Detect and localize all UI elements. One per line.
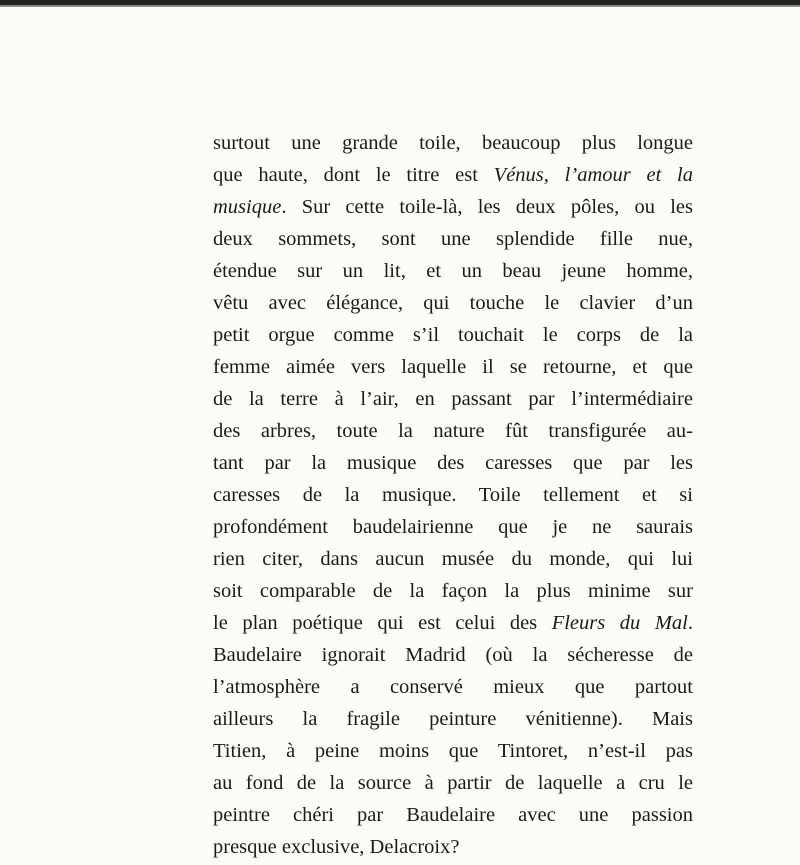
text-segment: petit orgue comme s’il touchait le corps de la [213,324,693,346]
text-line [213,607,693,639]
text-line [213,319,693,351]
italic-text-segment: Vénus, l’amour et la [493,164,693,186]
italic-text-segment: musique [213,196,282,218]
text-line [213,447,693,479]
text-segment: tant par la musique des caresses que par les [213,452,693,474]
text-segment: femme aimée vers laquelle il se retourne, et que [213,356,693,378]
text-line [213,799,693,831]
text-line [213,127,693,159]
text-line [213,255,693,287]
text-segment: que haute, dont le titre est [213,164,494,186]
text-segment: de la terre à l’air, en passant par l’intermédiaire [213,388,693,410]
text-line [213,703,693,735]
text-line [213,159,693,191]
text-segment: . [687,612,694,634]
text-segment: . Sur cette toile-là, les deux pôles, ou les [281,196,693,218]
text-line [213,575,693,607]
text-segment: deux sommets, sont une splendide fille nue, [213,228,693,250]
text-segment: surtout une grande toile, beaucoup plus longue [213,132,693,154]
text-line [213,415,693,447]
text-segment: Baudelaire ignorait Madrid (où la sécheresse de [213,644,693,666]
text-segment: l’atmosphère a conservé mieux que partout [213,676,693,698]
text-segment: des arbres, toute la nature fût transfigurée au- [213,420,693,442]
text-line [213,735,693,767]
text-segment: étendue sur un lit, et un beau jeune homme, [213,260,693,282]
text-line [213,383,693,415]
text-segment: Titien, à peine moins que Tintoret, n’est-il pas [213,740,693,762]
italic-text-segment: Fleurs du Mal [551,612,688,634]
text-segment: profondément baudelairienne que je ne saurais [213,516,693,538]
text-line [213,351,693,383]
page-top-border-shadow [0,5,800,7]
text-segment: presque exclusive, Delacroix? [213,836,460,858]
text-line [213,639,693,671]
text-segment: peintre chéri par Baudelaire avec une passion [213,804,693,826]
text-segment: soit comparable de la façon la plus minime sur [213,580,693,602]
text-line [213,671,693,703]
text-line [213,831,693,863]
text-line [213,767,693,799]
text-line [213,223,693,255]
text-line [213,479,693,511]
text-segment: le plan poétique qui est celui des [213,612,552,634]
text-segment: vêtu avec élégance, qui touche le clavier d’un [213,292,693,314]
text-segment: ailleurs la fragile peinture vénitienne). Mais [213,708,693,730]
text-line [213,287,693,319]
page-body-text [213,127,693,863]
text-segment: rien citer, dans aucun musée du monde, qui lui [213,548,693,570]
text-segment: au fond de la source à partir de laquelle a cru le [213,772,693,794]
text-line [213,511,693,543]
text-line [213,191,693,223]
text-segment: caresses de la musique. Toile tellement et si [213,484,693,506]
text-line [213,543,693,575]
